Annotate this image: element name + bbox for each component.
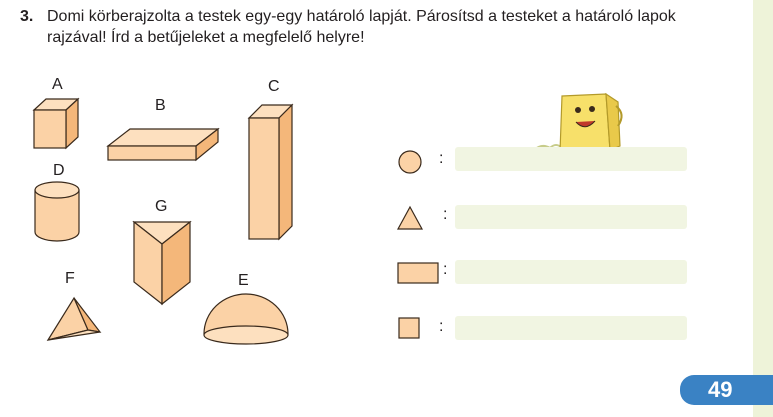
solid-label-c: C bbox=[268, 78, 280, 95]
answer-line-rectangle[interactable] bbox=[455, 260, 687, 284]
answer-line-triangle[interactable] bbox=[455, 205, 687, 229]
flat-box-solid bbox=[105, 126, 221, 164]
solid-label-e: E bbox=[238, 272, 249, 289]
hemisphere-solid bbox=[200, 290, 292, 348]
tall-box-solid bbox=[246, 102, 296, 242]
task-number: 3. bbox=[20, 8, 34, 25]
solid-label-a: A bbox=[52, 76, 63, 93]
triangle-face-icon bbox=[396, 205, 424, 231]
solid-label-g: G bbox=[155, 198, 168, 215]
circle-face-icon bbox=[397, 149, 423, 175]
task-text: Domi körberajzolta a testek egy-egy határoló lapját. Párosítsd a testeket a határoló lapok rajzával! Írd a betűjeleket a megfelelő helyre! bbox=[47, 8, 676, 46]
answer-colon: : bbox=[439, 318, 444, 335]
tetrahedron-solid bbox=[44, 294, 104, 344]
answer-line-square[interactable] bbox=[455, 316, 687, 340]
answer-colon: : bbox=[443, 261, 448, 278]
solid-label-d: D bbox=[53, 162, 65, 179]
page-edge-strip bbox=[753, 0, 773, 417]
answer-colon: : bbox=[443, 206, 448, 223]
mascot-cube-character bbox=[532, 88, 628, 154]
cylinder-solid bbox=[32, 180, 82, 244]
square-face-icon bbox=[397, 316, 421, 340]
answer-colon: : bbox=[439, 150, 444, 167]
solid-label-b: B bbox=[155, 97, 166, 114]
cube-solid bbox=[30, 96, 82, 152]
solid-label-f: F bbox=[65, 270, 75, 287]
rectangle-face-icon bbox=[396, 261, 440, 285]
page-number: 49 bbox=[708, 377, 733, 402]
triangular-prism-solid bbox=[130, 216, 194, 308]
answer-line-circle[interactable] bbox=[455, 147, 687, 171]
